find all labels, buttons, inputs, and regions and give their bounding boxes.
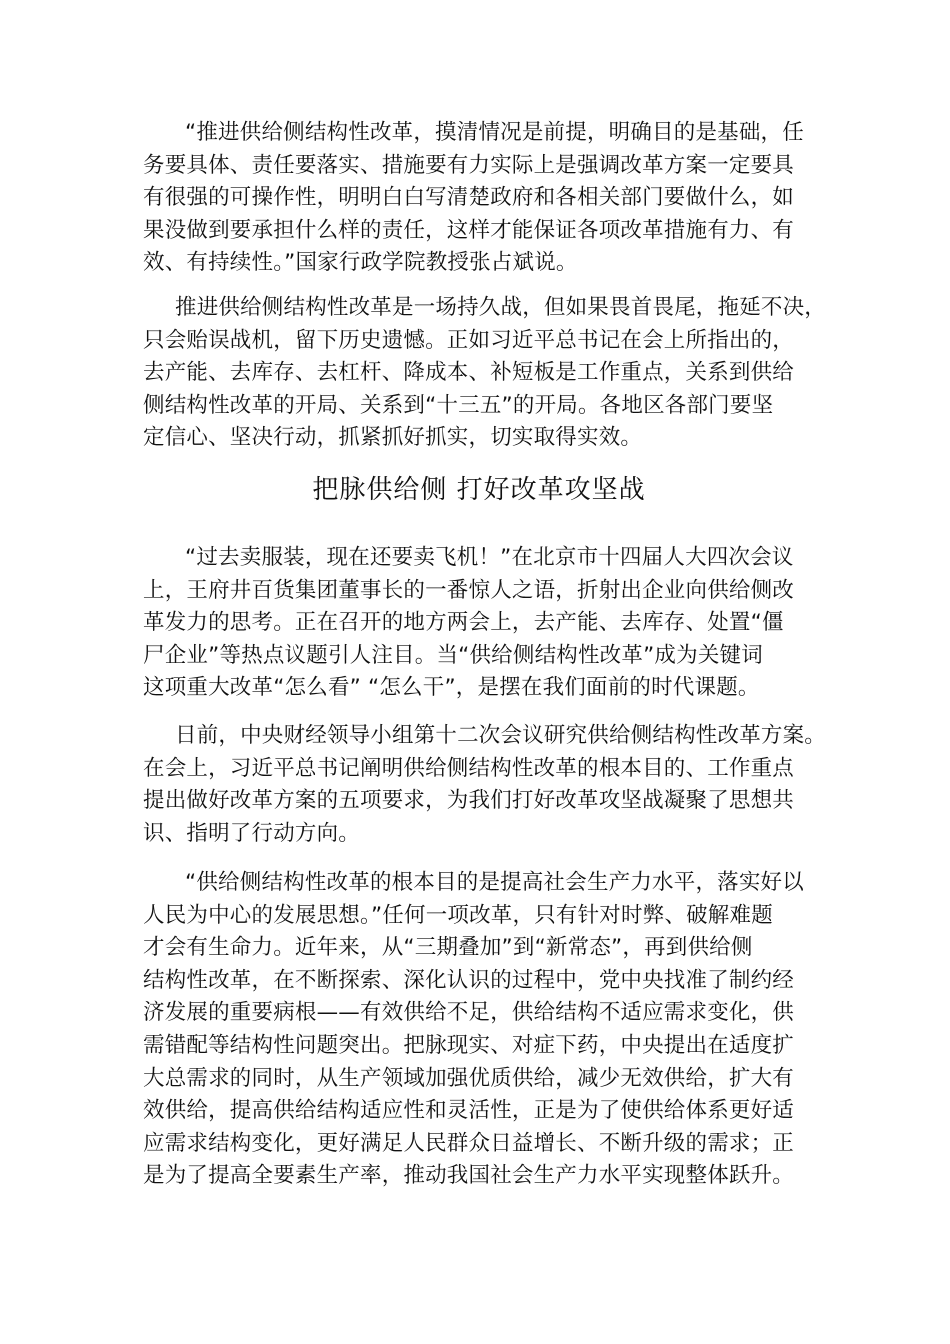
text-line: “过去卖服装，现在还要卖飞机！”在北京市十四届人大四次会议: [185, 545, 794, 570]
text-line: 济发展的重要病根——有效供给不足，供给结构不适应需求变化，供: [143, 1000, 795, 1026]
text-line: 需错配等结构性问题突出。把脉现实、对症下药，中央提出在适度扩: [143, 1032, 795, 1058]
text-line: 上，王府井百货集团董事长的一番惊人之语，折射出企业向供给侧改: [143, 577, 795, 603]
text-line: 侧结构性改革的开局、关系到“十三五”的开局。各地区各部门要坚: [143, 392, 774, 418]
text-line: “供给侧结构性改革的根本目的是提高社会生产力水平，落实好以: [185, 870, 804, 895]
text-line: 识、指明了行动方向。: [143, 820, 361, 846]
paragraph-3: [143, 542, 815, 705]
text-line: 只会贻误战机，留下历史遗憾。正如习近平总书记在会上所指出的，: [143, 327, 795, 353]
text-line: 推进供给侧结构性改革是一场持久战，但如果畏首畏尾，拖延不决，: [175, 295, 827, 320]
paragraph-4: [143, 720, 827, 850]
text-line: “推进供给侧结构性改革，摸清情况是前提，明确目的是基础，任: [185, 120, 804, 145]
text-line: 应需求结构变化，更好满足人民群众日益增长、不断升级的需求；正: [143, 1130, 795, 1156]
paragraph-1: [143, 117, 815, 280]
text-line: 在会上，习近平总书记阐明供给侧结构性改革的根本目的、工作重点: [143, 755, 795, 781]
section-heading: 把脉供给侧 打好改革攻坚战: [312, 475, 646, 505]
text-line: 是为了提高全要素生产率，推动我国社会生产力水平实现整体跃升。: [143, 1163, 795, 1189]
text-line: 这项重大改革“怎么看” “怎么干”，是摆在我们面前的时代课题。: [143, 675, 760, 701]
text-line: 定信心、坚决行动，抓紧抓好抓实，切实取得实效。: [143, 425, 643, 451]
paragraph-5: [143, 867, 815, 1193]
text-line: 才会有生命力。近年来，从“三期叠加”到“新常态”，再到供给侧: [143, 935, 753, 961]
text-line: 日前，中央财经领导小组第十二次会议研究供给侧结构性改革方案。: [175, 723, 827, 748]
text-line: 大总需求的同时，从生产领域加强优质供给，减少无效供给，扩大有: [143, 1065, 795, 1091]
text-line: 效供给，提高供给结构适应性和灵活性，正是为了使供给体系更好适: [143, 1098, 795, 1124]
text-line: 果没做到要承担什么样的责任，这样才能保证各项改革措施有力、有: [143, 217, 795, 243]
text-line: 务要具体、责任要落实、措施要有力实际上是强调改革方案一定要具: [143, 152, 795, 178]
text-line: 革发力的思考。正在召开的地方两会上，去产能、去库存、处置“僵: [143, 610, 784, 636]
text-line: 效、有持续性。”国家行政学院教授张占斌说。: [143, 250, 578, 276]
text-line: 去产能、去库存、去杠杆、降成本、补短板是工作重点，关系到供给: [143, 360, 795, 386]
text-line: 结构性改革，在不断探索、深化认识的过程中，党中央找准了制约经: [143, 967, 795, 993]
text-line: 尸企业”等热点议题引人注目。当“供给侧结构性改革”成为关键词: [143, 642, 763, 668]
paragraph-2: [143, 292, 827, 455]
text-line: 提出做好改革方案的五项要求，为我们打好改革攻坚战凝聚了思想共: [143, 788, 795, 814]
text-line: 有很强的可操作性，明明白白写清楚政府和各相关部门要做什么，如: [143, 185, 795, 211]
text-line: 人民为中心的发展思想。”任何一项改革，只有针对时弊、破解难题: [143, 902, 773, 928]
